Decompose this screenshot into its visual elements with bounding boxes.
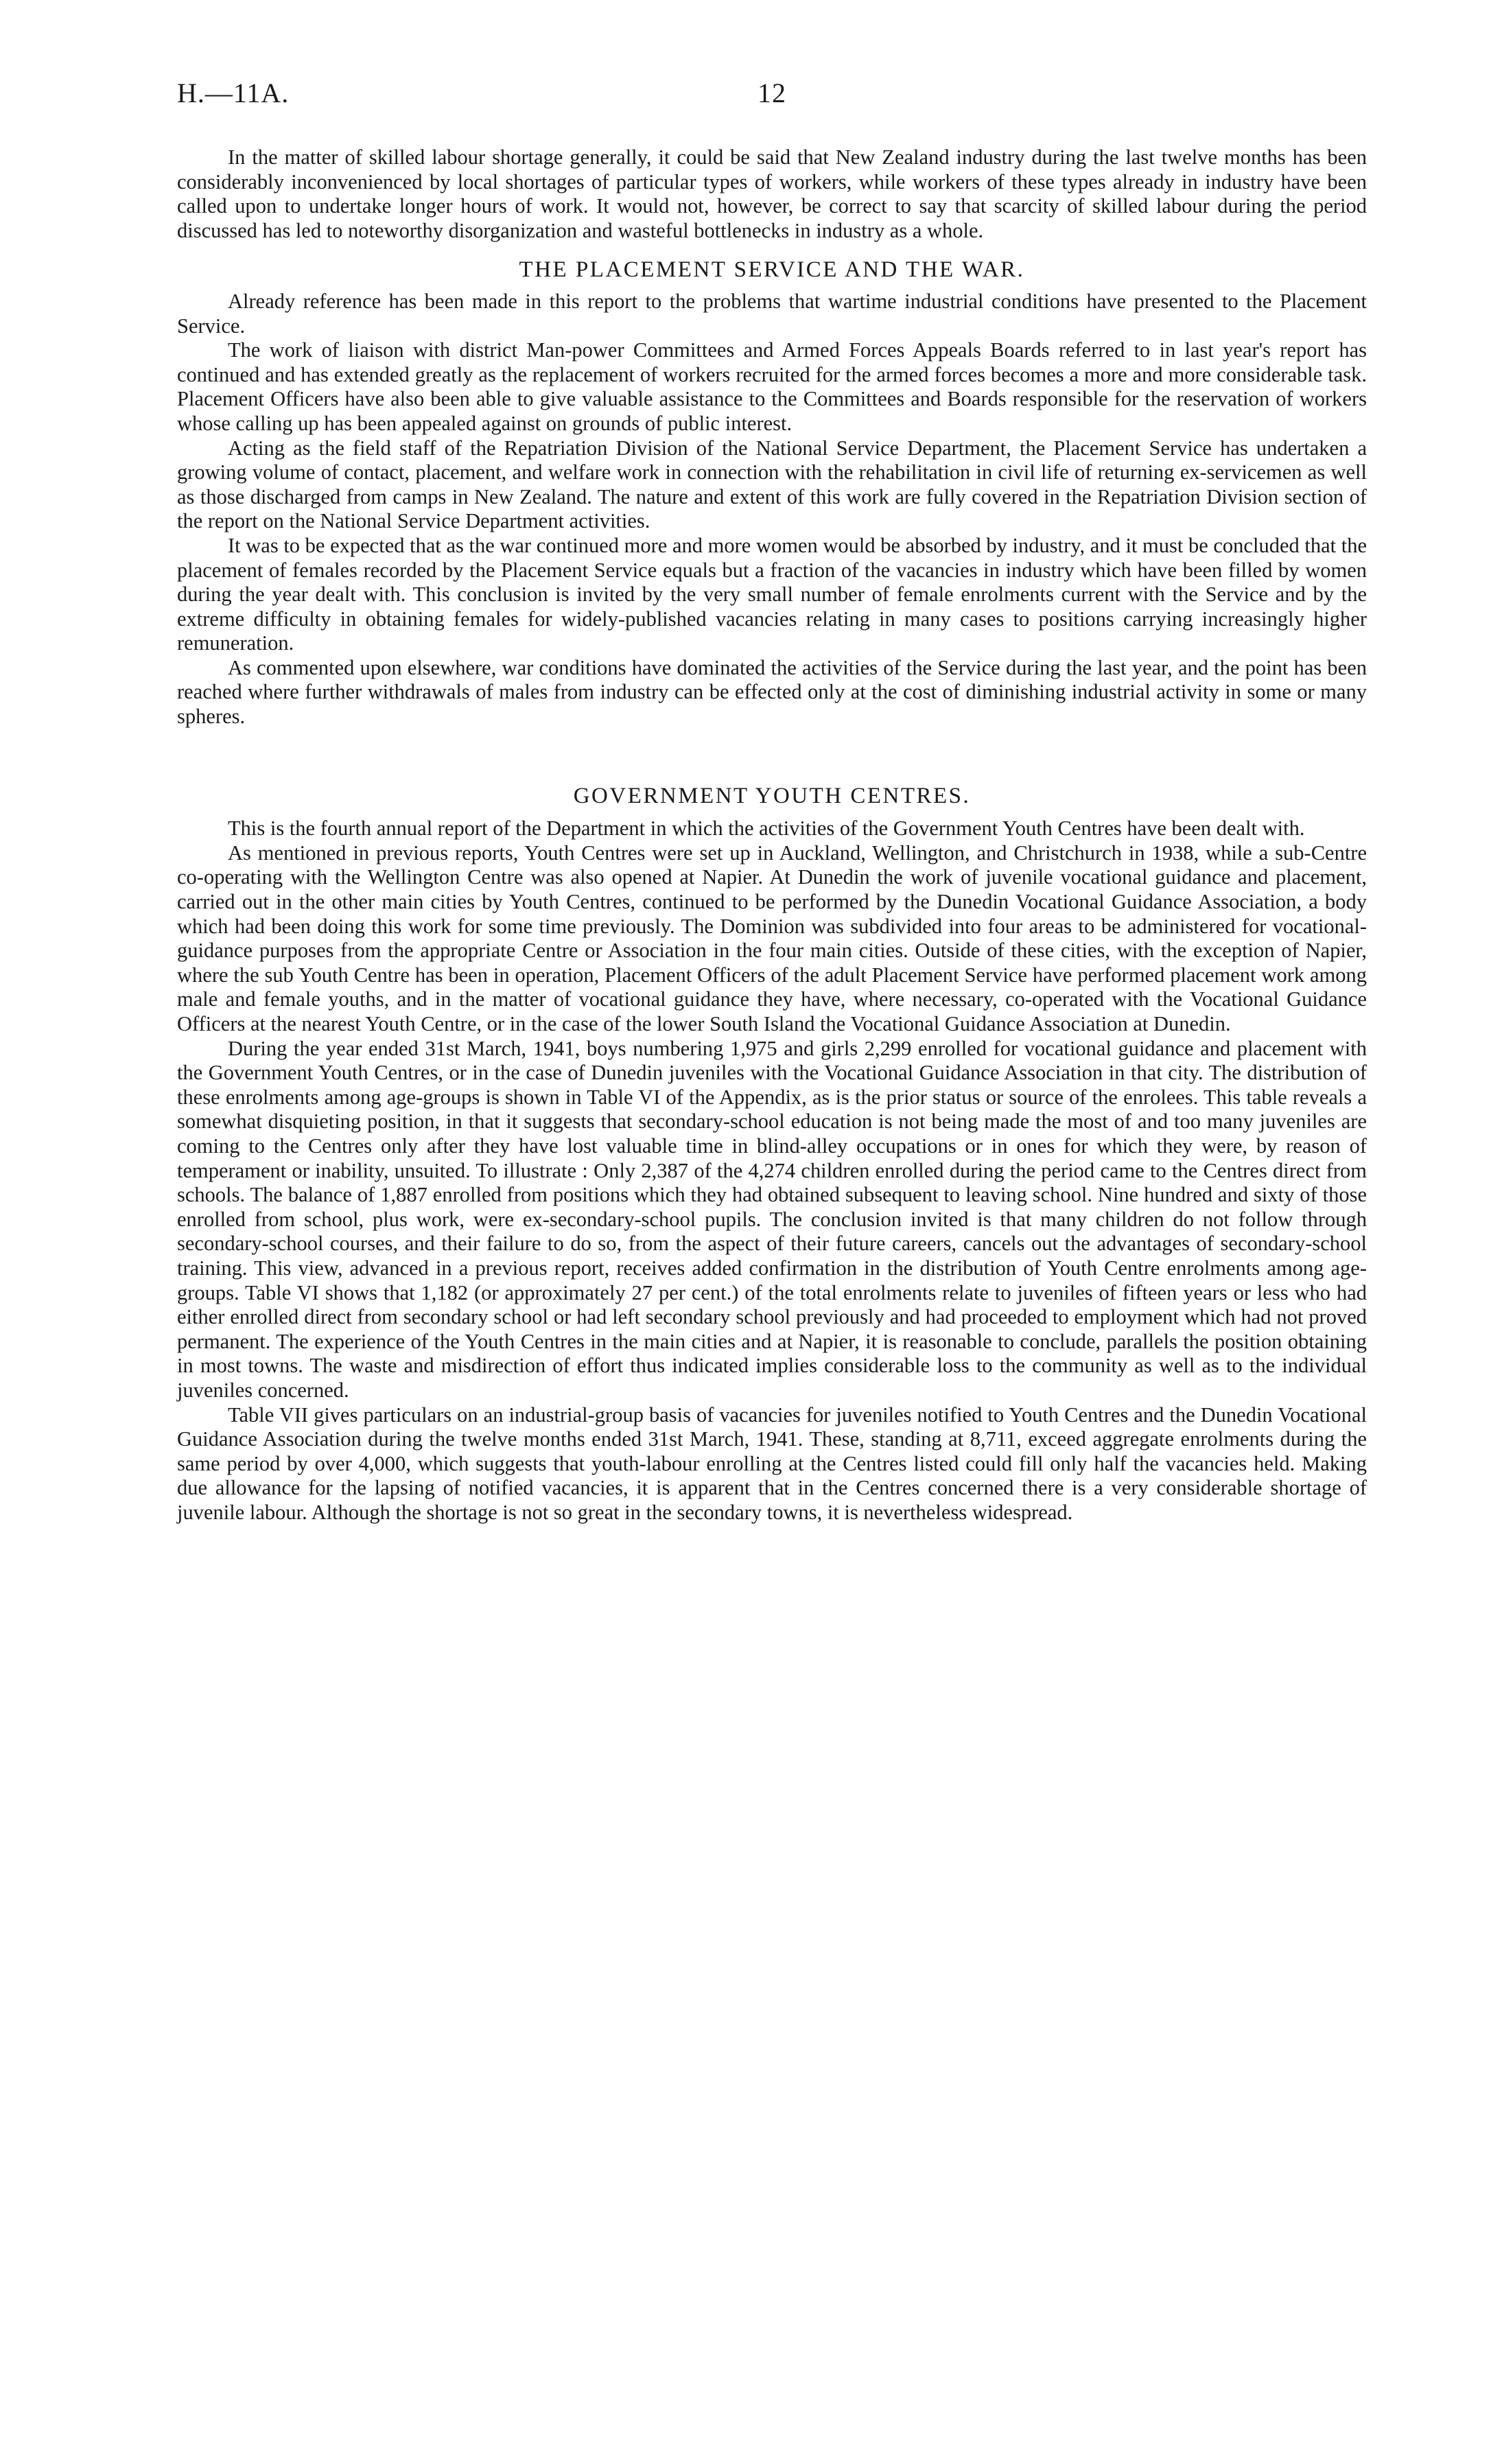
- intro-paragraph: In the matter of skilled labour shortage generally, it could be said that New Zealand industry during the last twelve months has been considerably inconvenienced by local shortages of particular types of workers, while workers of these types already in industry have been called upon to undertake longer hours of work. It would not, however, be correct to say that scarcity of skilled labour during the period discussed has led to noteworthy disorganization and wasteful bottlenecks in industry as a whole.: [177, 145, 1367, 242]
- youth-paragraph: During the year ended 31st March, 1941, boys numbering 1,975 and girls 2,299 enrolled for vocational guidance and placement with the Government Youth Centres, or in the case of Dunedin juveniles with the Vocational Guidance Association in that city. The distribution of these enrolments among age-groups is shown in Table VI of the Appendix, as is the prior status or source of the enrolees. This table reveals a somewhat disquieting position, in that it suggests that secondary-school education is not being made the most of and too many juveniles are coming to the Centres only after they have lost valuable time in blind-alley occupations or in ones for which they were, by reason of temperament or inability, unsuited. To illustrate : Only 2,387 of the 4,274 children enrolled during the period came to the Centres direct from schools. The balance of 1,887 enrolled from positions which they had obtained subsequent to leaving school. Nine hundred and sixty of those enrolled from school, plus work, were ex-secondary-school pupils. The conclusion invited is that many children do not follow through secondary-school courses, and their failure to do so, from the aspect of their future careers, cancels out the advantages of secondary-school training. This view, advanced in a previous report, receives added confirmation in the distribution of Youth Centre enrolments among age-groups. Table VI shows that 1,182 (or approximately 27 per cent.) of the total enrolments relate to juveniles of fifteen years or less who had either enrolled direct from secondary school or had left secondary school previously and had proceeded to employment which had not proved permanent. The experience of the Youth Centres in the main cities and at Napier, it is reasonable to conclude, parallels the position obtaining in most towns. The waste and misdirection of effort thus indicated implies considerable loss to the community as well as to the individual juveniles concerned.: [177, 1036, 1367, 1402]
- youth-paragraph: As mentioned in previous reports, Youth Centres were set up in Auckland, Wellington, and Christchurch in 1938, while a sub-Centre co-operating with the Wellington Centre was also opened at Napier. At Dunedin the work of juvenile vocational guidance and placement, carried out in the other main cities by Youth Centres, continued to be performed by the Dunedin Vocational Guidance Association, a body which had been doing this work for some time previously. The Dominion was subdivided into four areas to be administered for vocational-guidance purposes from the appropriate Centre or Association in the four main cities. Outside of these cities, with the exception of Napier, where the sub Youth Centre has been in operation, Placement Officers of the adult Placement Service have performed placement work among male and female youths, and in the matter of vocational guidance they have, where necessary, co-operated with the Vocational Guidance Officers at the nearest Youth Centre, or in the case of the lower South Island the Vocational Guidance Association at Dunedin.: [177, 841, 1367, 1035]
- page-header: [177, 77, 1367, 118]
- placement-paragraph: The work of liaison with district Man-power Committees and Armed Forces Appeals Boards referred to in last year's report has continued and has extended greatly as the replacement of workers recruited for the armed forces becomes a more and more considerable task. Placement Officers have also been able to give valuable assistance to the Committees and Boards responsible for the reservation of workers whose calling up has been appealed against on grounds of public interest.: [177, 338, 1367, 435]
- placement-paragraph: As commented upon elsewhere, war conditions have dominated the activities of the Service during the last year, and the point has been reached where further withdrawals of males from industry can be effected only at the cost of diminishing industrial activity in some or many spheres.: [177, 655, 1367, 729]
- youth-paragraph: This is the fourth annual report of the Department in which the activities of the Government Youth Centres have been dealt with.: [228, 817, 1305, 841]
- youth-paragraph: Table VII gives particulars on an industrial-group basis of vacancies for juveniles notified to Youth Centres and the Dunedin Vocational Guidance Association during the twelve months ended 31st March, 1941. These, standing at 8,711, exceed aggregate enrolments during the same period by over 4,000, which suggests that youth-labour enrolling at the Centres listed could fill only half the vacancies held. Making due allowance for the lapsing of notified vacancies, it is apparent that in the Centres concerned there is a very considerable shortage of juvenile labour. Although the shortage is not so great in the secondary towns, it is nevertheless widespread.: [177, 1403, 1367, 1524]
- placement-paragraph: Already reference has been made in this report to the problems that wartime industrial conditions have presented to the Placement Service.: [177, 289, 1367, 338]
- page-body: [177, 145, 1367, 1525]
- placement-paragraph: Acting as the field staff of the Repatriation Division of the National Service Department, the Placement Service has undertaken a growing volume of contact, placement, and welfare work in connection with the rehabilitation in civil life of returning ex-servicemen as well as those discharged from camps in New Zealand. The nature and extent of this work are fully covered in the Repatriation Division section of the report on the National Service Department activities.: [177, 436, 1367, 533]
- placement-paragraph: It was to be expected that as the war continued more and more women would be absorbed by industry, and it must be concluded that the placement of females recorded by the Placement Service equals but a fraction of the vacancies in industry which have been filled by women during the year dealt with. This conclusion is invited by the very small number of female enrolments current with the Service and by the extreme difficulty in obtaining females for widely-published vacancies relating in many cases to positions carrying increasingly higher remuneration.: [177, 533, 1367, 655]
- page-number: 12: [758, 78, 786, 108]
- document-reference: H.—11A.: [177, 78, 290, 108]
- section-heading-placement: THE PLACEMENT SERVICE AND THE WAR.: [519, 257, 1025, 283]
- section-heading-youth-centres: GOVERNMENT YOUTH CENTRES.: [573, 783, 971, 808]
